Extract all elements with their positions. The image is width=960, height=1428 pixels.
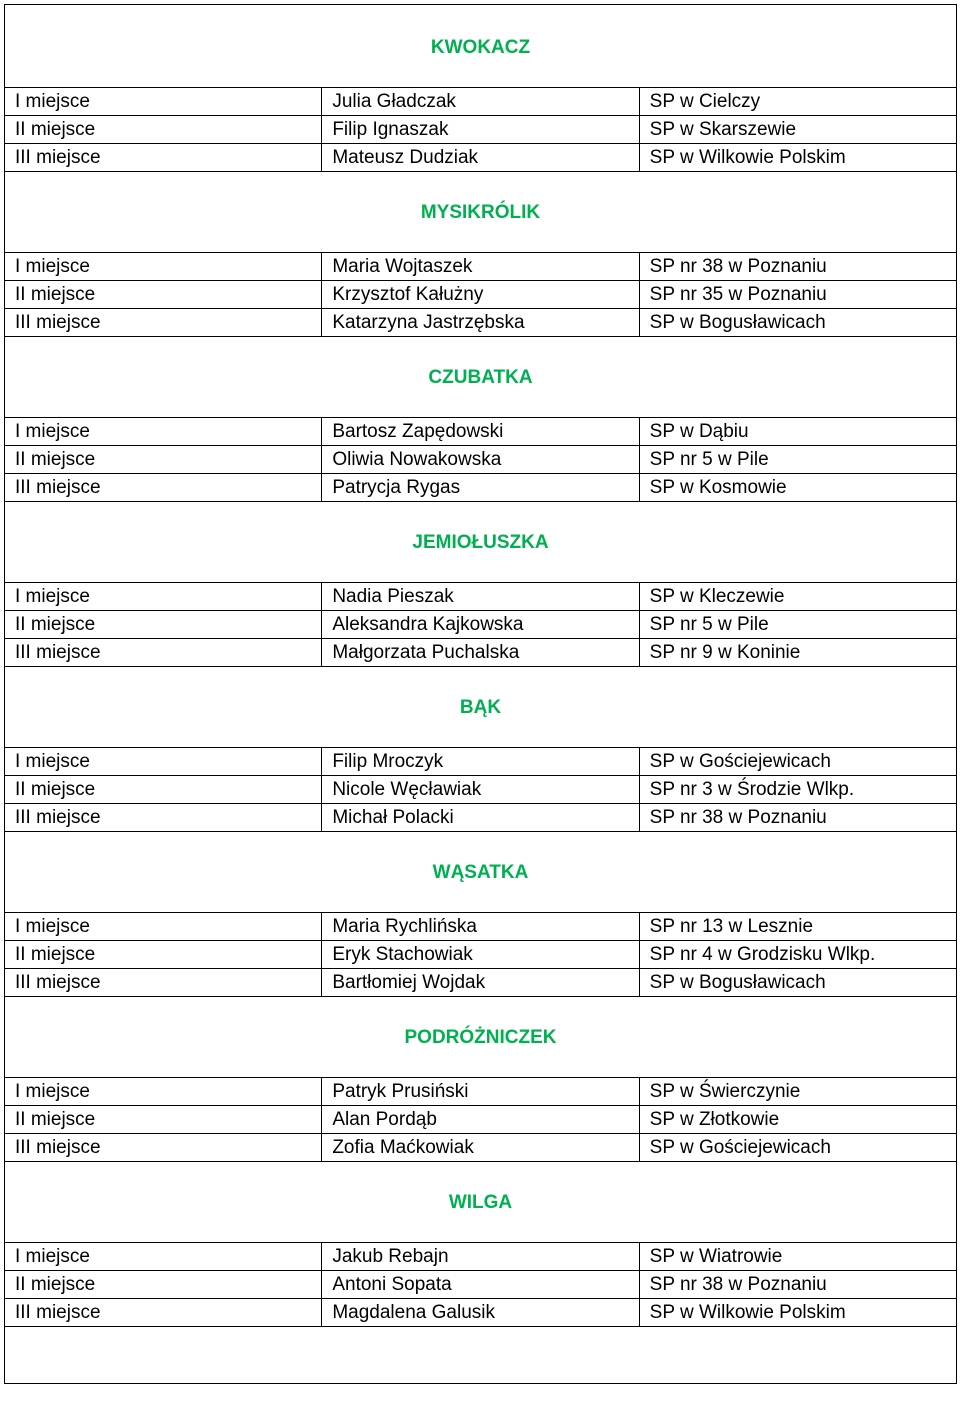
place-cell: III miejsce [5, 1134, 322, 1162]
name-cell: Antoni Sopata [322, 1271, 639, 1299]
school-cell: SP w Wilkowie Polskim [639, 144, 956, 172]
name-cell: Michał Polacki [322, 804, 639, 832]
category-header-row [5, 1162, 957, 1243]
name-cell: Aleksandra Kajkowska [322, 611, 639, 639]
result-row [5, 969, 957, 997]
footer-row [5, 1327, 957, 1384]
name-cell: Magdalena Galusik [322, 1299, 639, 1327]
place-cell: II miejsce [5, 1271, 322, 1299]
category-title: MYSIKRÓLIK [5, 172, 957, 253]
place-cell: I miejsce [5, 913, 322, 941]
result-row [5, 474, 957, 502]
place-cell: II miejsce [5, 281, 322, 309]
result-row [5, 639, 957, 667]
name-cell: Eryk Stachowiak [322, 941, 639, 969]
school-cell: SP nr 4 w Grodzisku Wlkp. [639, 941, 956, 969]
result-row [5, 1271, 957, 1299]
place-cell: I miejsce [5, 1078, 322, 1106]
result-row [5, 913, 957, 941]
name-cell: Zofia Maćkowiak [322, 1134, 639, 1162]
place-cell: III miejsce [5, 1299, 322, 1327]
name-cell: Jakub Rebajn [322, 1243, 639, 1271]
school-cell: SP w Wiatrowie [639, 1243, 956, 1271]
place-cell: I miejsce [5, 748, 322, 776]
name-cell: Katarzyna Jastrzębska [322, 309, 639, 337]
name-cell: Patryk Prusiński [322, 1078, 639, 1106]
result-row [5, 1106, 957, 1134]
school-cell: SP w Gościejewicach [639, 1134, 956, 1162]
result-row [5, 611, 957, 639]
category-header-row [5, 5, 957, 88]
name-cell: Mateusz Dudziak [322, 144, 639, 172]
place-cell: I miejsce [5, 88, 322, 116]
name-cell: Nicole Węcławiak [322, 776, 639, 804]
place-cell: III miejsce [5, 969, 322, 997]
name-cell: Nadia Pieszak [322, 583, 639, 611]
school-cell: SP w Kleczewie [639, 583, 956, 611]
result-row [5, 281, 957, 309]
result-row [5, 309, 957, 337]
category-title: PODRÓŻNICZEK [5, 997, 957, 1078]
school-cell: SP nr 5 w Pile [639, 446, 956, 474]
category-title: KWOKACZ [5, 5, 957, 88]
result-row [5, 748, 957, 776]
name-cell: Małgorzata Puchalska [322, 639, 639, 667]
school-cell: SP w Skarszewie [639, 116, 956, 144]
school-cell: SP nr 38 w Poznaniu [639, 1271, 956, 1299]
result-row [5, 776, 957, 804]
name-cell: Oliwia Nowakowska [322, 446, 639, 474]
results-table [4, 4, 957, 1384]
school-cell: SP nr 5 w Pile [639, 611, 956, 639]
name-cell: Patrycja Rygas [322, 474, 639, 502]
school-cell: SP w Cielczy [639, 88, 956, 116]
place-cell: II miejsce [5, 116, 322, 144]
result-row [5, 418, 957, 446]
result-row [5, 1134, 957, 1162]
result-row [5, 583, 957, 611]
result-row [5, 446, 957, 474]
empty-footer-cell [5, 1327, 957, 1384]
place-cell: III miejsce [5, 639, 322, 667]
name-cell: Maria Rychlińska [322, 913, 639, 941]
place-cell: I miejsce [5, 418, 322, 446]
category-header-row [5, 832, 957, 913]
result-row [5, 253, 957, 281]
place-cell: II miejsce [5, 776, 322, 804]
school-cell: SP w Bogusławicach [639, 309, 956, 337]
school-cell: SP nr 38 w Poznaniu [639, 253, 956, 281]
place-cell: III miejsce [5, 144, 322, 172]
place-cell: I miejsce [5, 583, 322, 611]
name-cell: Alan Pordąb [322, 1106, 639, 1134]
school-cell: SP nr 13 w Lesznie [639, 913, 956, 941]
place-cell: II miejsce [5, 1106, 322, 1134]
school-cell: SP w Dąbiu [639, 418, 956, 446]
category-header-row [5, 502, 957, 583]
result-row [5, 116, 957, 144]
place-cell: I miejsce [5, 253, 322, 281]
name-cell: Julia Gładczak [322, 88, 639, 116]
category-title: WILGA [5, 1162, 957, 1243]
result-row [5, 1078, 957, 1106]
result-row [5, 804, 957, 832]
category-title: CZUBATKA [5, 337, 957, 418]
school-cell: SP w Gościejewicach [639, 748, 956, 776]
results-body [5, 5, 957, 1384]
school-cell: SP nr 9 w Koninie [639, 639, 956, 667]
school-cell: SP nr 35 w Poznaniu [639, 281, 956, 309]
category-header-row [5, 337, 957, 418]
result-row [5, 1299, 957, 1327]
school-cell: SP w Świerczynie [639, 1078, 956, 1106]
name-cell: Bartosz Zapędowski [322, 418, 639, 446]
place-cell: II miejsce [5, 446, 322, 474]
name-cell: Krzysztof Kałużny [322, 281, 639, 309]
name-cell: Bartłomiej Wojdak [322, 969, 639, 997]
category-header-row [5, 172, 957, 253]
school-cell: SP w Bogusławicach [639, 969, 956, 997]
category-header-row [5, 667, 957, 748]
school-cell: SP nr 3 w Środzie Wlkp. [639, 776, 956, 804]
category-header-row [5, 997, 957, 1078]
school-cell: SP w Złotkowie [639, 1106, 956, 1134]
category-title: BĄK [5, 667, 957, 748]
name-cell: Filip Ignaszak [322, 116, 639, 144]
result-row [5, 941, 957, 969]
place-cell: III miejsce [5, 309, 322, 337]
result-row [5, 144, 957, 172]
school-cell: SP w Kosmowie [639, 474, 956, 502]
place-cell: III miejsce [5, 804, 322, 832]
name-cell: Maria Wojtaszek [322, 253, 639, 281]
category-title: JEMIOŁUSZKA [5, 502, 957, 583]
place-cell: II miejsce [5, 941, 322, 969]
school-cell: SP nr 38 w Poznaniu [639, 804, 956, 832]
name-cell: Filip Mroczyk [322, 748, 639, 776]
place-cell: II miejsce [5, 611, 322, 639]
school-cell: SP w Wilkowie Polskim [639, 1299, 956, 1327]
place-cell: I miejsce [5, 1243, 322, 1271]
result-row [5, 1243, 957, 1271]
category-title: WĄSATKA [5, 832, 957, 913]
result-row [5, 88, 957, 116]
place-cell: III miejsce [5, 474, 322, 502]
